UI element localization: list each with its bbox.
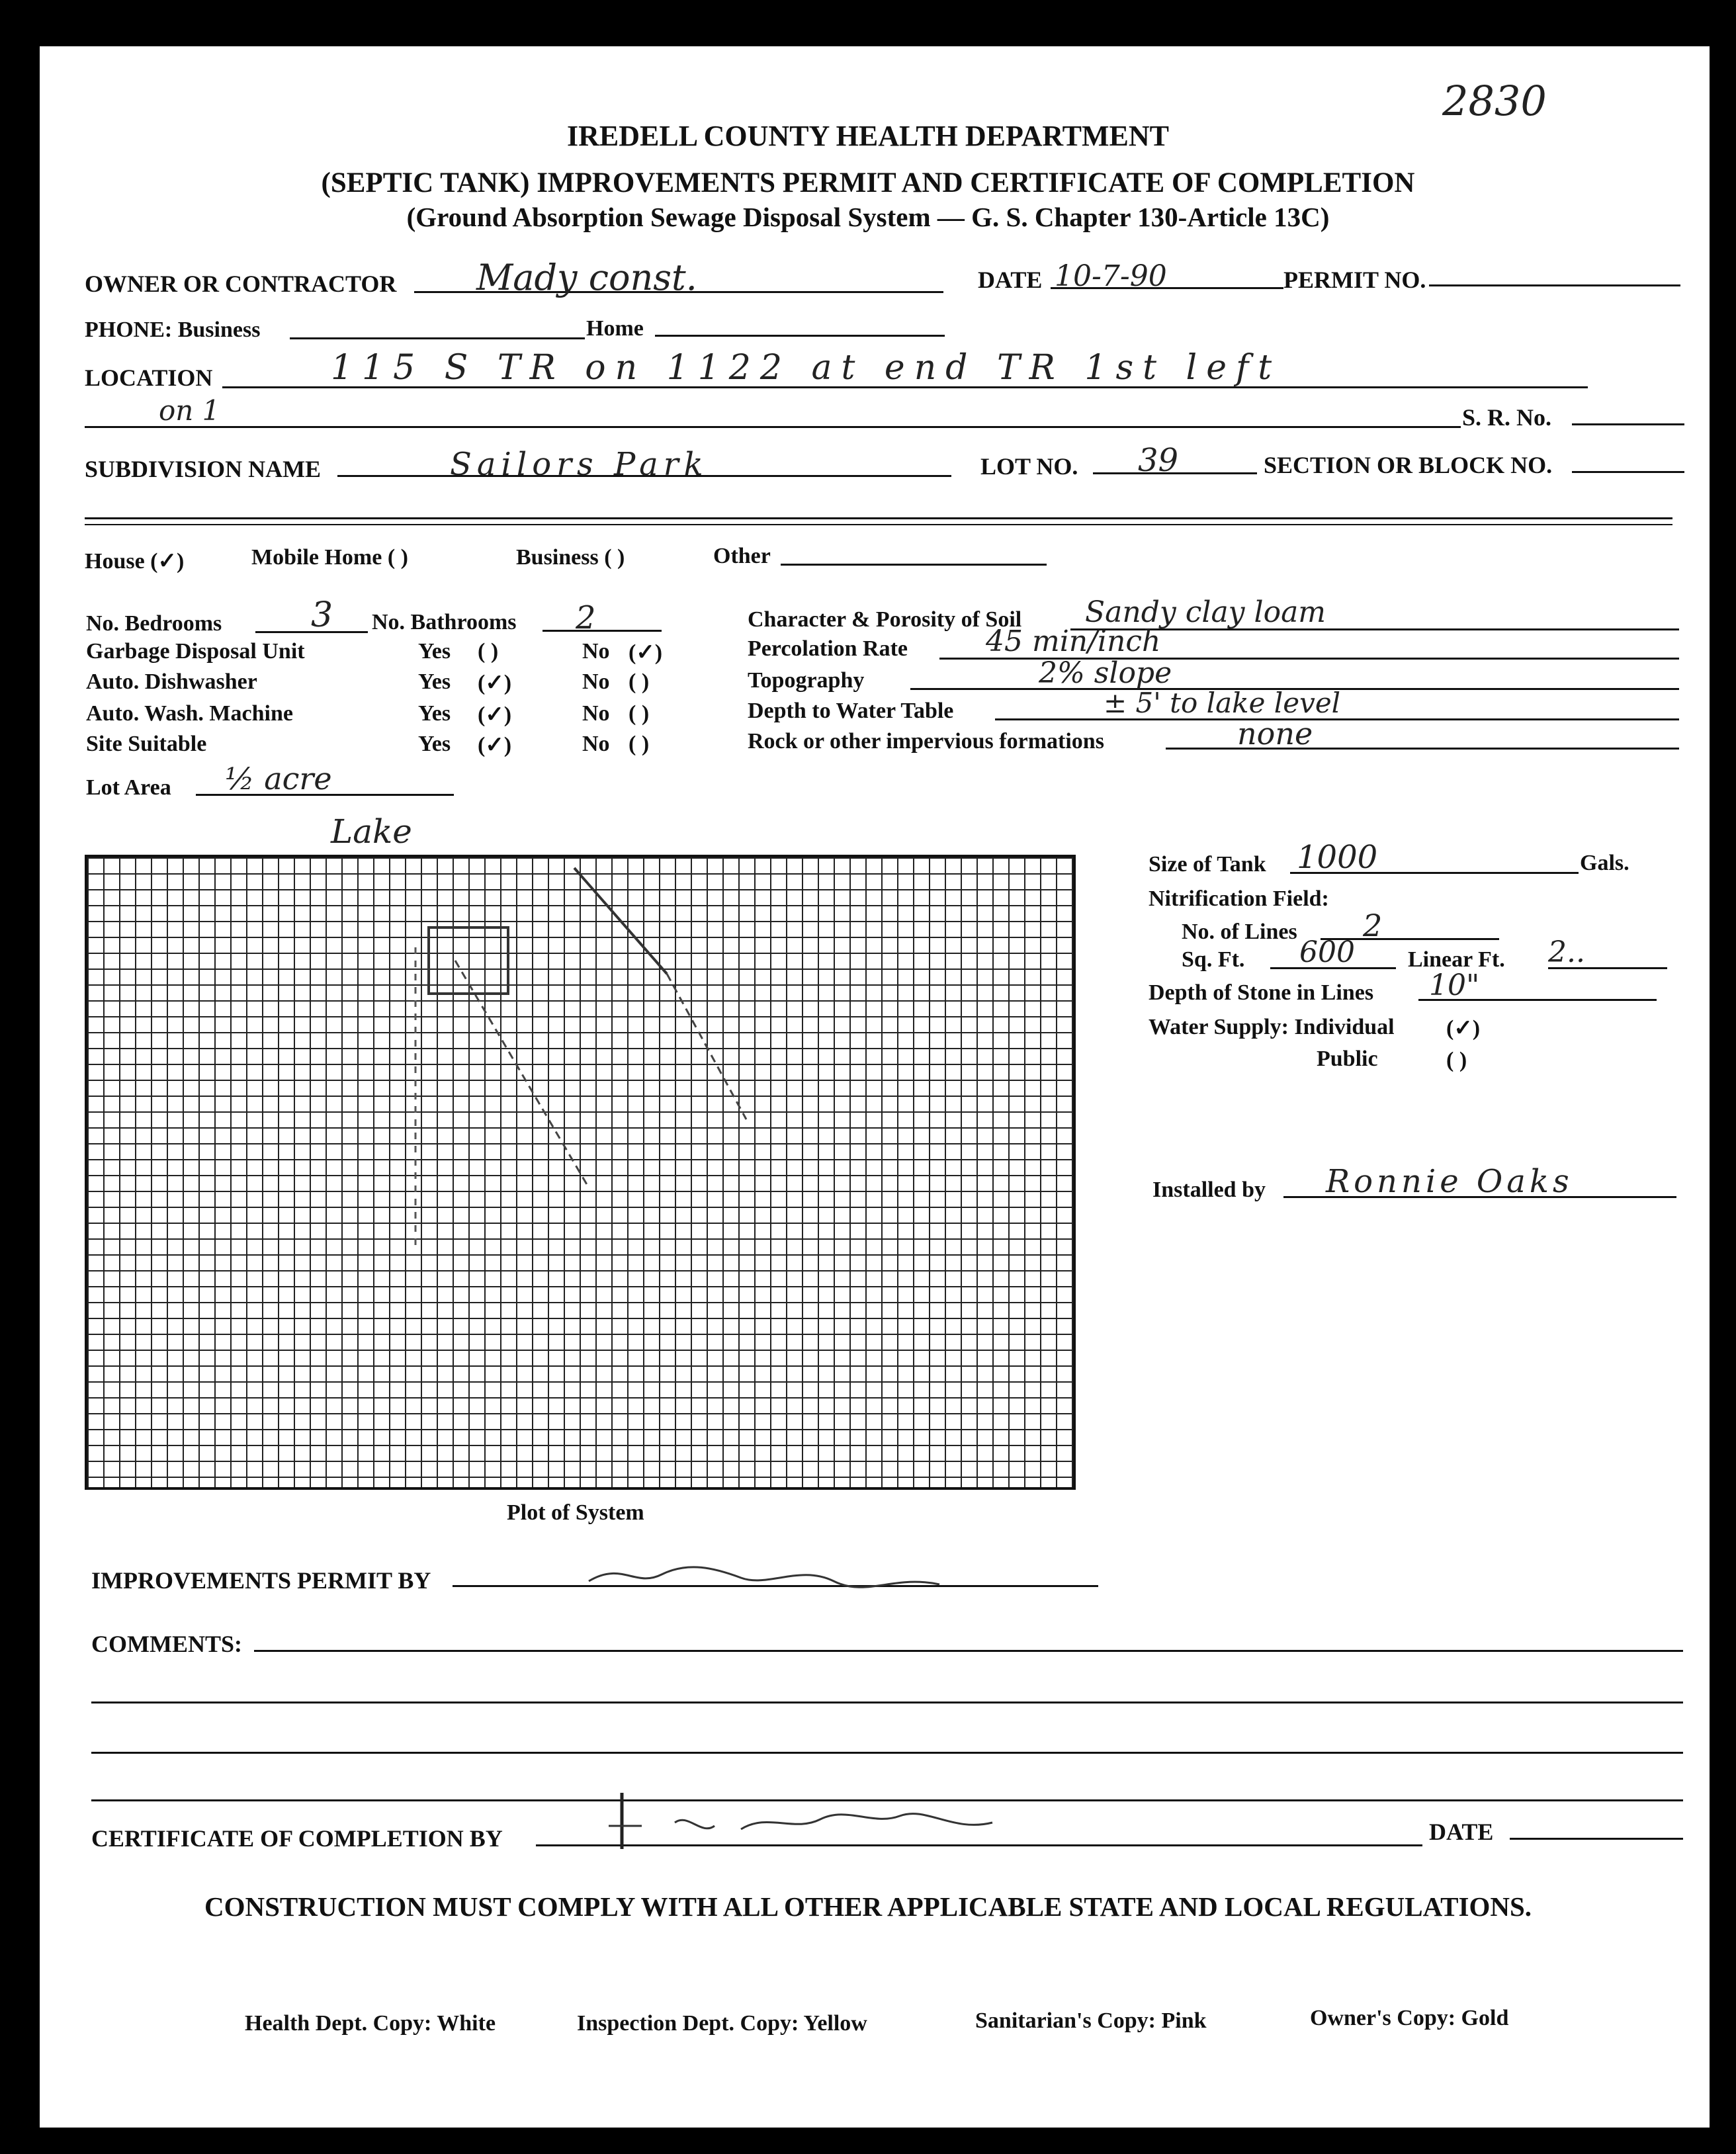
lines-value[interactable]: 2	[1363, 908, 1383, 943]
copy-sanitarian: Sanitarian's Copy: Pink	[975, 2008, 1207, 2033]
site-yes-label: Yes	[418, 732, 451, 756]
phone-business-line[interactable]	[290, 337, 585, 339]
mobile-home-option[interactable]: Mobile Home ( )	[251, 545, 408, 570]
permit-no-label: PERMIT NO.	[1283, 267, 1426, 293]
location-value[interactable]: 115 S TR on 1122 at end TR 1st left	[331, 348, 1281, 388]
dishwasher-label: Auto. Dishwasher	[86, 669, 257, 694]
lot-area-value[interactable]: ½ acre	[225, 761, 332, 797]
certificate-date-line[interactable]	[1510, 1838, 1683, 1840]
lake-label: Lake	[331, 812, 412, 851]
linear-label: Linear Ft.	[1408, 947, 1505, 972]
section-label: SECTION OR BLOCK NO.	[1264, 452, 1553, 478]
other-line[interactable]	[781, 564, 1047, 566]
plot-caption: Plot of System	[507, 1500, 644, 1525]
water-table-label: Depth to Water Table	[748, 699, 954, 723]
comments-line-1[interactable]	[254, 1650, 1683, 1652]
comments-line-3[interactable]	[91, 1752, 1683, 1754]
stone-label: Depth of Stone in Lines	[1149, 980, 1374, 1005]
copy-health: Health Dept. Copy: White	[245, 2011, 496, 2036]
sr-no-line[interactable]	[1572, 423, 1684, 425]
garbage-label: Garbage Disposal Unit	[86, 639, 305, 664]
scan-border-top	[0, 0, 1736, 46]
phone-home-label: Home	[586, 316, 644, 341]
perc-value[interactable]: 45 min/inch	[986, 625, 1161, 658]
house-option[interactable]: House (✓)	[85, 549, 185, 574]
linear-value[interactable]: 2..	[1548, 935, 1585, 969]
water-supply-label: Water Supply: Individual	[1149, 1015, 1395, 1039]
installed-label: Installed by	[1152, 1178, 1266, 1202]
page-number: 2830	[1442, 77, 1547, 125]
comments-label: COMMENTS:	[91, 1631, 242, 1657]
water-table-value[interactable]: ± 5' to lake level	[1104, 687, 1341, 719]
rock-value[interactable]: none	[1237, 716, 1313, 752]
topo-label: Topography	[748, 668, 865, 693]
perc-label: Percolation Rate	[748, 636, 908, 661]
porosity-value[interactable]: Sandy clay loam	[1085, 595, 1326, 629]
subdivision-label: SUBDIVISION NAME	[85, 456, 322, 482]
copy-inspection: Inspection Dept. Copy: Yellow	[577, 2011, 867, 2036]
business-option[interactable]: Business ( )	[516, 545, 625, 570]
comments-line-2[interactable]	[91, 1702, 1683, 1703]
plot-sketch	[85, 855, 1076, 1490]
garbage-no-label: No	[582, 639, 610, 664]
phone-home-line[interactable]	[655, 335, 945, 337]
lot-no-label: LOT NO.	[980, 453, 1078, 480]
bathrooms-value[interactable]: 2	[576, 599, 596, 636]
tank-size-value[interactable]: 1000	[1297, 839, 1378, 876]
lines-label: No. of Lines	[1182, 920, 1297, 944]
scan-border-right	[1710, 0, 1736, 2154]
gals-label: Gals.	[1580, 851, 1629, 875]
sqft-value[interactable]: 600	[1299, 935, 1355, 969]
dishwasher-yes-label: Yes	[418, 669, 451, 694]
washer-no-box[interactable]: ( )	[629, 701, 650, 726]
lot-area-label: Lot Area	[86, 775, 171, 800]
stone-value[interactable]: 10"	[1429, 969, 1480, 1002]
public-label: Public	[1317, 1047, 1378, 1071]
subdivision-value[interactable]: Sailors Park	[450, 446, 709, 483]
permit-signature	[582, 1555, 953, 1594]
certificate-signature	[595, 1786, 1006, 1852]
date-value[interactable]: 10-7-90	[1055, 259, 1167, 293]
washer-label: Auto. Wash. Machine	[86, 701, 293, 726]
department-title: IREDELL COUNTY HEALTH DEPARTMENT	[567, 120, 1169, 152]
form-title: (SEPTIC TANK) IMPROVEMENTS PERMIT AND CERTIFICATE OF COMPLETION	[321, 167, 1415, 198]
garbage-yes-label: Yes	[418, 639, 451, 664]
phone-business-label: PHONE: Business	[85, 318, 261, 342]
individual-box[interactable]: (✓)	[1446, 1016, 1481, 1041]
rock-label: Rock or other impervious formations	[748, 729, 1104, 754]
garbage-no-box[interactable]: (✓)	[629, 640, 663, 665]
other-label: Other	[713, 544, 771, 568]
permit-no-line[interactable]	[1429, 284, 1680, 286]
sr-no-label: S. R. No.	[1462, 404, 1552, 431]
topo-value[interactable]: 2% slope	[1039, 656, 1172, 690]
bathrooms-label: No. Bathrooms	[372, 610, 517, 634]
washer-yes-label: Yes	[418, 701, 451, 726]
garbage-yes-box[interactable]: ( )	[478, 639, 499, 664]
location-line-2	[85, 426, 1461, 428]
dishwasher-yes-box[interactable]: (✓)	[478, 671, 512, 695]
scan-border-bottom	[0, 2128, 1736, 2154]
compliance-notice: CONSTRUCTION MUST COMPLY WITH ALL OTHER APPLICABLE STATE AND LOCAL REGULATIONS.	[204, 1891, 1532, 1922]
nitrification-label: Nitrification Field:	[1149, 886, 1329, 911]
location-value-cont[interactable]: on 1	[159, 394, 220, 427]
porosity-label: Character & Porosity of Soil	[748, 607, 1022, 632]
public-box[interactable]: ( )	[1446, 1048, 1467, 1072]
owner-value[interactable]: Mady const.	[476, 257, 697, 298]
copy-owner: Owner's Copy: Gold	[1310, 2006, 1509, 2030]
site-label: Site Suitable	[86, 732, 207, 756]
date-label: DATE	[978, 267, 1043, 293]
section-line[interactable]	[1572, 471, 1684, 473]
installed-value[interactable]: Ronnie Oaks	[1326, 1163, 1573, 1200]
sqft-label: Sq. Ft.	[1182, 947, 1245, 972]
site-no-box[interactable]: ( )	[629, 732, 650, 756]
bathrooms-line	[542, 630, 662, 632]
separator-line	[85, 517, 1672, 519]
location-label: LOCATION	[85, 365, 213, 391]
washer-yes-box[interactable]: (✓)	[478, 703, 512, 727]
dishwasher-no-box[interactable]: ( )	[629, 669, 650, 694]
permit-by-label: IMPROVEMENTS PERMIT BY	[91, 1567, 431, 1594]
certificate-label: CERTIFICATE OF COMPLETION BY	[91, 1825, 503, 1852]
washer-no-label: No	[582, 701, 610, 726]
separator-line-2	[85, 524, 1672, 525]
bedrooms-label: No. Bedrooms	[86, 611, 222, 636]
form-subtitle: (Ground Absorption Sewage Disposal System — G. S. Chapter 130-Article 13C)	[406, 202, 1330, 232]
bedrooms-value[interactable]: 3	[311, 595, 333, 635]
scan-border-left	[0, 0, 40, 2154]
sketch-line-lake	[574, 868, 667, 974]
site-yes-box[interactable]: (✓)	[478, 733, 512, 757]
owner-label: OWNER OR CONTRACTOR	[85, 271, 397, 297]
dishwasher-no-label: No	[582, 669, 610, 694]
lot-no-value[interactable]: 39	[1138, 442, 1179, 479]
sketch-line-field	[667, 974, 746, 1119]
tank-size-label: Size of Tank	[1149, 852, 1266, 877]
certificate-date-label: DATE	[1429, 1819, 1494, 1845]
site-no-label: No	[582, 732, 610, 756]
